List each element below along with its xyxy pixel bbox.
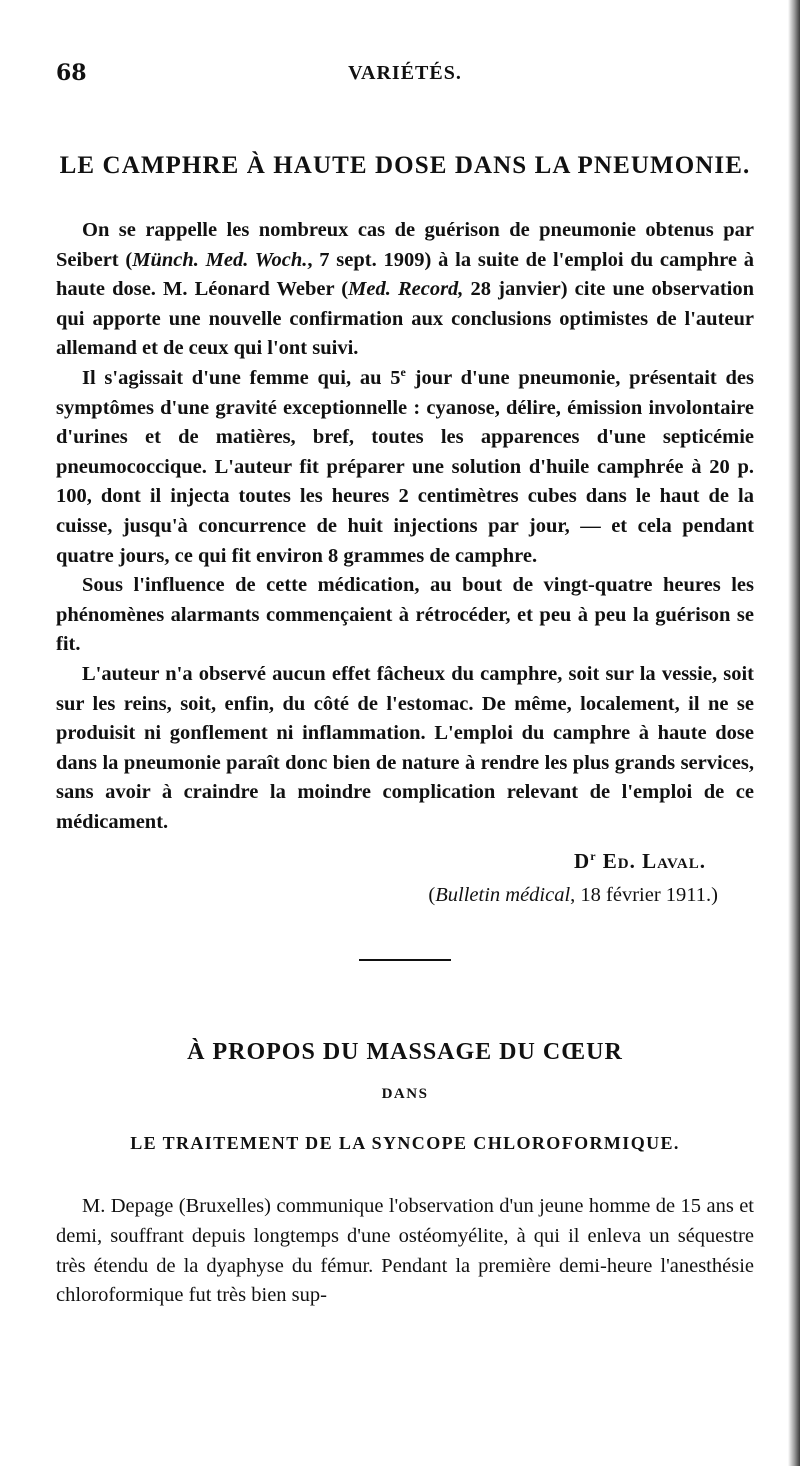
source-rest: , 18 février 1911.): [570, 884, 718, 907]
signature-sup: r: [590, 849, 597, 864]
paragraph-2-part-a: Il s'agissait d'une femme qui, au 5: [82, 366, 401, 389]
source-open: (: [428, 884, 436, 907]
paragraph-2: [56, 364, 754, 571]
signature-name: Ed. Laval.: [596, 849, 706, 874]
citation-med-record: Med. Record,: [348, 278, 464, 301]
paragraph-4: L'auteur n'a observé aucun effet fâcheux du camphre, soit sur la vessie, soit sur les reins, soit, enfin, du côté de l'estomac. De même, localement, il ne se produisit ni gonflement ni inflammation. L'emploi du camphre à haute dose dans la pneumonie paraît donc bien de nature à rendre les plus grands services, sans avoir à craindre la moindre complication relevant de l'emploi de ce médicament.: [56, 662, 754, 833]
source-citation: [56, 884, 754, 907]
paragraph-1-part-c: , 7 sept. 1909) à la suite de l'emploi du camphre à haute dose. M. Léonard Weber (: [56, 248, 754, 301]
page-edge-shadow: [788, 0, 800, 1466]
paragraph-1-part-a: On se rappelle les nombreux cas de guérison de pneumonie obtenus par Seibert (: [56, 219, 754, 271]
article-body: [56, 216, 754, 837]
paragraph-1: [56, 216, 754, 364]
article-2-subtitle: DANS: [381, 1086, 429, 1103]
section-separator: [359, 959, 451, 961]
paragraph-1-part-e: 28 janvier) cite une observation qui apporte une nouvelle confirmation aux conclusions optimistes de l'auteur allemand et de ceux qui l'ont suivi.: [56, 278, 754, 360]
source-journal: Bulletin médical: [435, 884, 571, 907]
citation-munch-med-woch: Münch. Med. Woch.: [132, 248, 308, 271]
page-number: 68: [56, 60, 87, 86]
author-signature: [56, 849, 754, 874]
signature-prefix: D: [574, 849, 591, 874]
article-2-paragraph-1: M. Depage (Bruxelles) communique l'observation d'un jeune homme de 15 ans et demi, souffrant depuis longtemps d'une ostéomyélite, à qui il enleva un séquestre très étendu de la dyaphyse du fémur. Pendant la première demi-heure l'anesthésie chloroformique fut très bien sup-: [56, 1195, 754, 1307]
article-2-title: À PROPOS DU MASSAGE DU CŒUR: [187, 1039, 623, 1066]
article-2-body: [56, 1192, 754, 1310]
paragraph-3: Sous l'influence de cette médication, au bout de vingt-quatre heures les phénomènes alarmants commençaient à rétrocéder, et peu à peu la guérison se fit.: [56, 574, 754, 656]
superscript-e: e: [400, 365, 406, 380]
article-title: LE CAMPHRE À HAUTE DOSE DANS LA PNEUMONIE.: [59, 152, 751, 179]
paragraph-2-part-c: jour d'une pneumonie, présentait des symptômes d'une gravité exceptionnelle : cyanose, délire, émission involontaire d'urines et de matières, bref, toutes les apparences d'une septicémie pneumococcique. L'auteur fit préparer une solution d'huile camphrée à 20 p. 100, dont il injecta toutes les heures 2 centimètres cubes dans le haut de la cuisse, jusqu'à concurrence de huit injections par jour, — et cela pendant quatre jours, ce qui fit environ 8 grammes de camphre.: [56, 366, 754, 567]
running-head: VARIÉTÉS.: [348, 62, 462, 84]
page-header: [56, 60, 754, 100]
article-2-subtitle-2: LE TRAITEMENT DE LA SYNCOPE CHLOROFORMIQUE.: [130, 1133, 680, 1154]
